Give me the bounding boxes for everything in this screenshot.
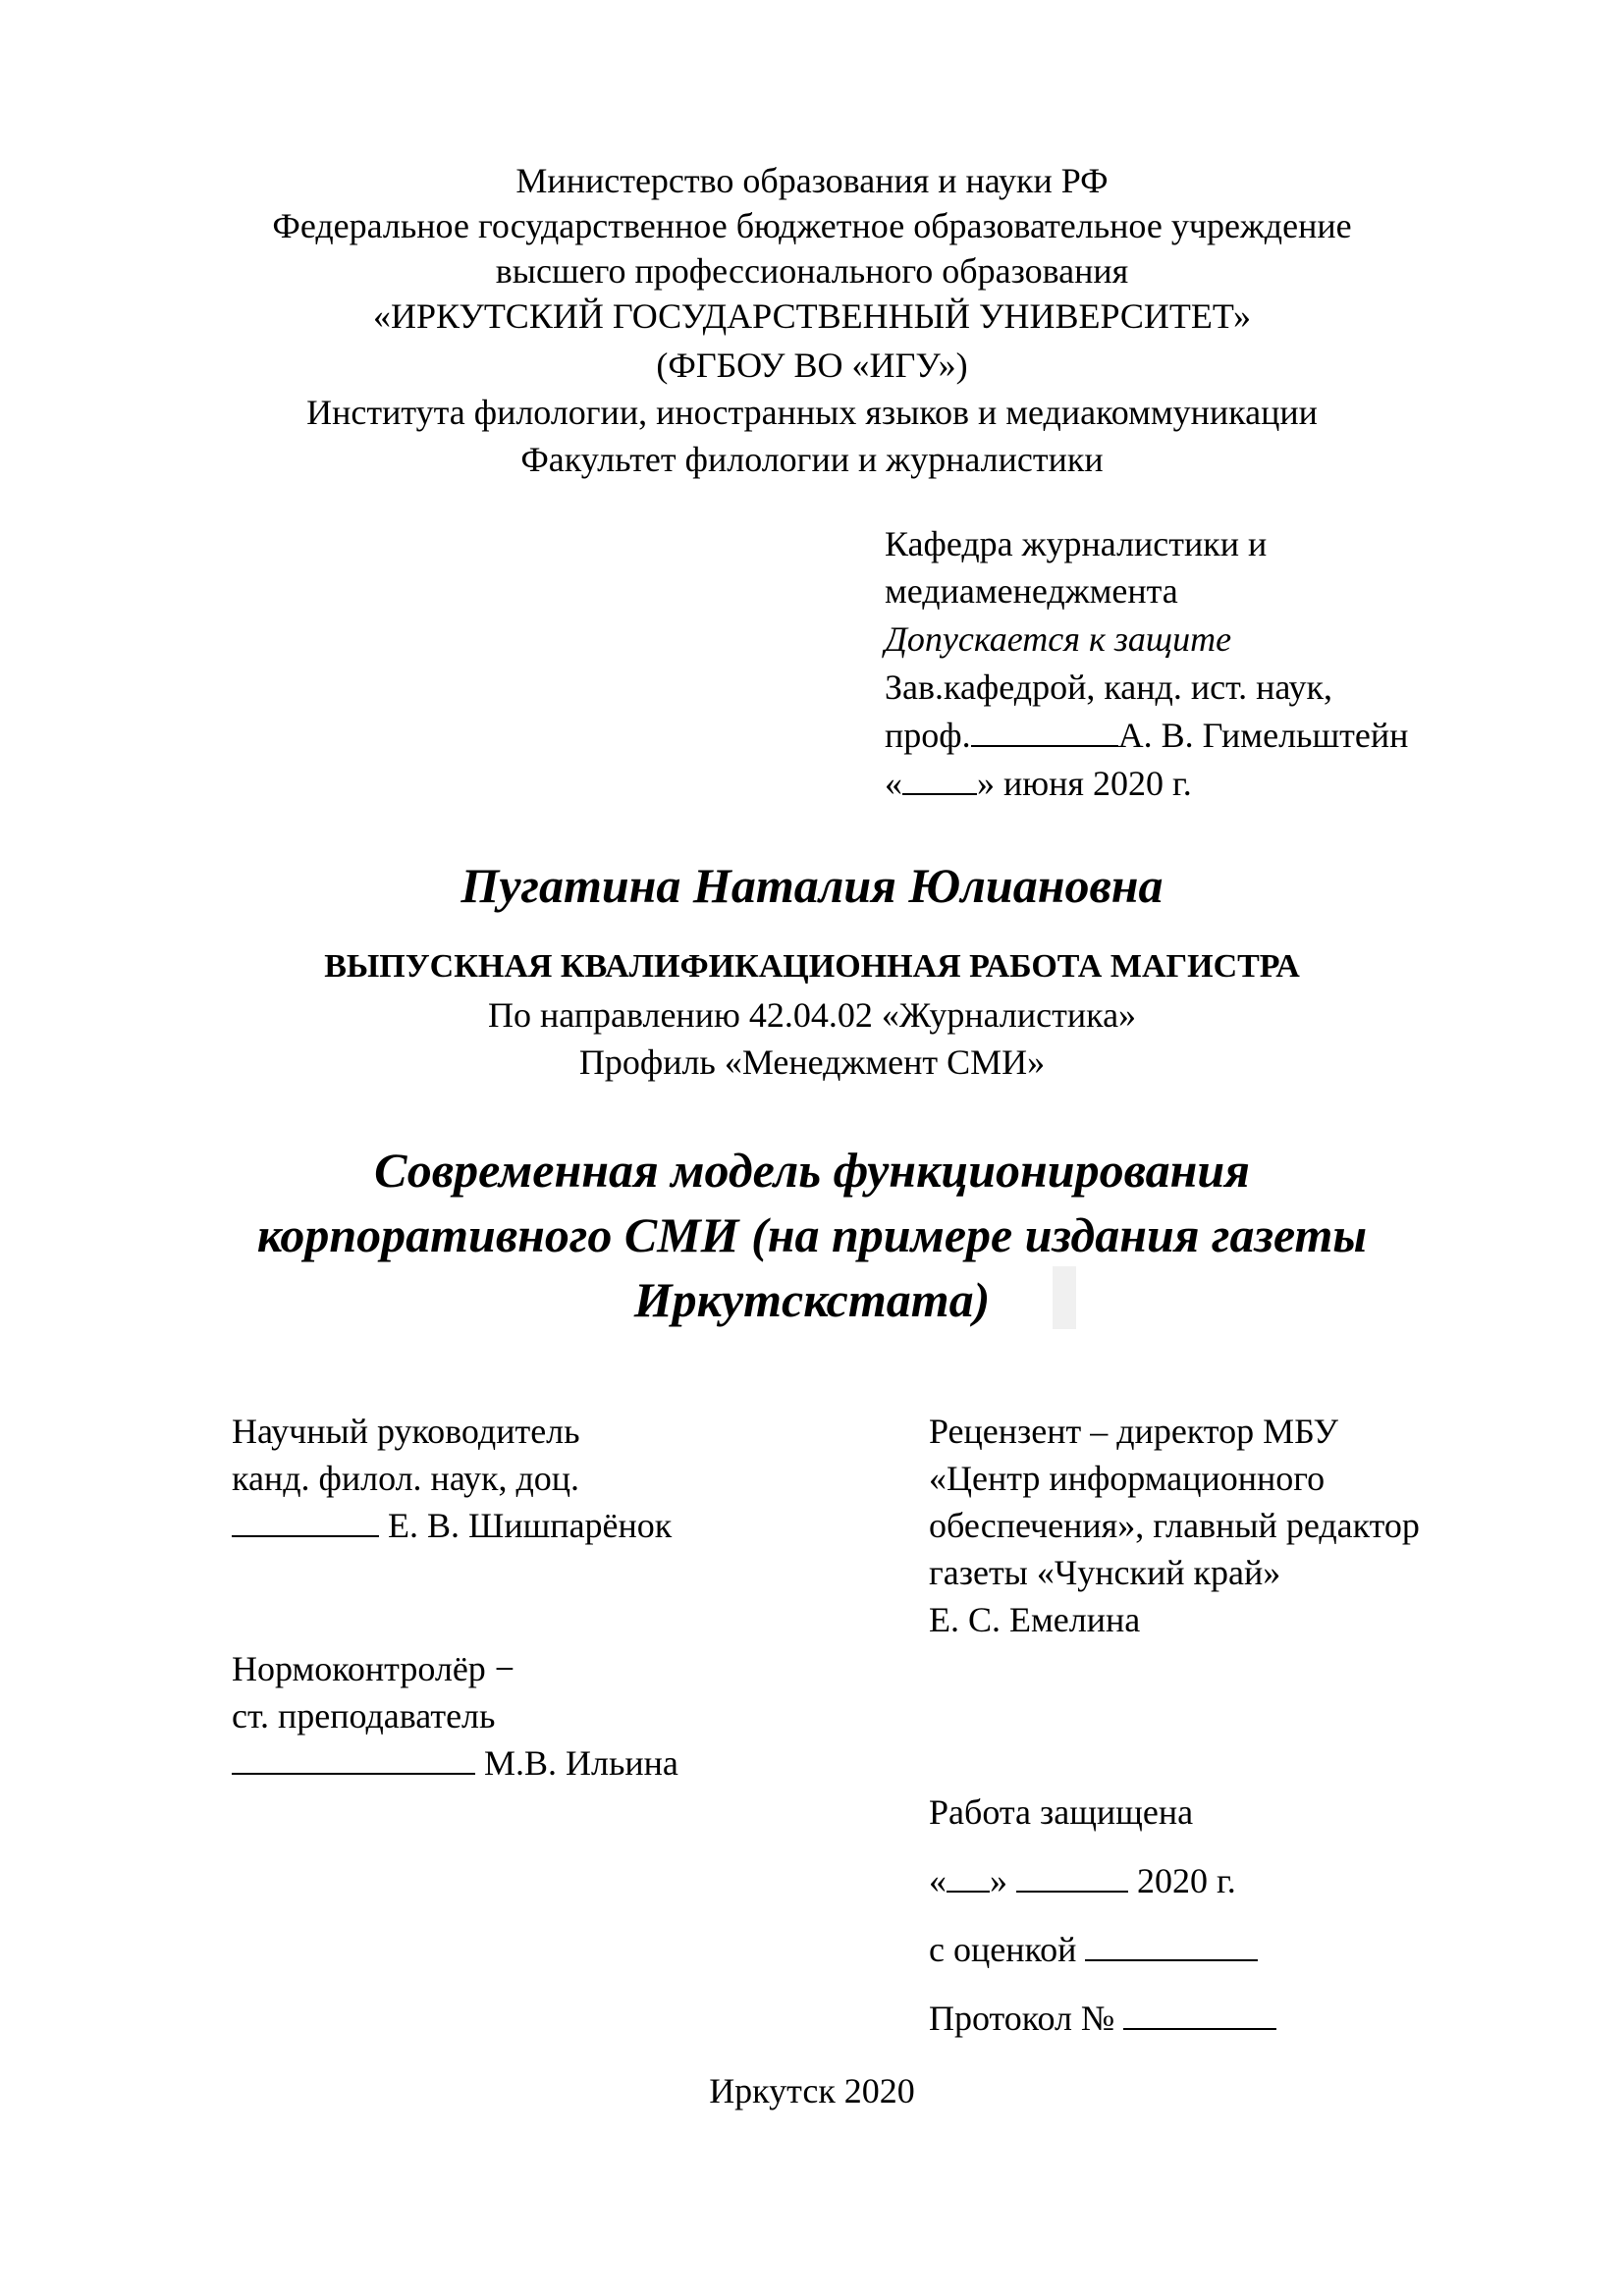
thesis-title-line2: корпоративного СМИ (на примере издания газеты [256, 1207, 1368, 1262]
grade-blank [1085, 1930, 1258, 1961]
reviewer-name: Е. С. Емелина [929, 1600, 1141, 1639]
reviewer-line3: обеспечения», главный редактор [929, 1506, 1420, 1545]
admitted-to-defense: Допускается к защите [885, 619, 1232, 659]
supervisor-signature-blank [232, 1506, 379, 1537]
reviewer-line2: «Центр информационного [929, 1459, 1326, 1498]
supervisor-signature-line [232, 1502, 672, 1549]
degree-direction: По направлению 42.04.02 «Журналистика» [487, 995, 1137, 1035]
thesis-title-line1: Современная модель функционирования [374, 1143, 1250, 1198]
supervisor-name: Е. В. Шишпарёнок [388, 1506, 673, 1545]
city-year: Иркутск 2020 [709, 2071, 915, 2110]
header-line-ministry: Министерство образования и науки РФ [515, 161, 1109, 200]
head-position: Зав.кафедрой, канд. ист. наук, [885, 667, 1333, 707]
norm-control-role: Нормоконтролёр − [232, 1649, 515, 1688]
defense-status: Работа защищена [929, 1792, 1194, 1832]
norm-control-name: М.В. Ильина [484, 1743, 678, 1783]
defense-date-line [929, 1857, 1236, 1904]
header-line-institute: Института филологии, иностранных языков и медиакоммуникации [306, 393, 1318, 432]
protocol-label: Протокол № [929, 1999, 1115, 2038]
department-line2: медиаменеджмента [885, 571, 1178, 611]
thesis-title-line3: Иркутскстата) [633, 1272, 991, 1327]
approval-date-line [885, 760, 1192, 807]
head-name: А. В. Гимельштейн [1117, 716, 1409, 755]
supervisor-degree: канд. филол. наук, доц. [232, 1459, 580, 1498]
norm-control-signature-blank [232, 1743, 475, 1775]
header-line-education-level: высшего профессионального образования [495, 251, 1129, 291]
protocol-line [929, 1995, 1276, 2042]
degree-profile: Профиль «Менеджмент СМИ» [578, 1042, 1046, 1082]
header-line-institution-type: Федеральное государственное бюджетное образовательное учреждение [272, 206, 1352, 245]
header-line-faculty: Факультет филологии и журналистики [520, 440, 1104, 479]
grade-line [929, 1926, 1258, 1973]
defense-day-blank [947, 1861, 990, 1893]
reviewer-line4: газеты «Чунский край» [929, 1553, 1281, 1592]
header-line-abbreviation: (ФГБОУ ВО «ИГУ») [656, 346, 968, 385]
defense-date-close-quote: » [990, 1861, 1007, 1900]
defense-year: 2020 г. [1137, 1861, 1236, 1900]
date-open-quote: « [885, 764, 902, 803]
defense-month-blank [1016, 1861, 1128, 1893]
grade-label: с оценкой [929, 1930, 1077, 1969]
protocol-blank [1123, 1999, 1276, 2030]
head-signature-line [885, 712, 1408, 759]
norm-control-signature-line [232, 1739, 678, 1787]
supervisor-role: Научный руководитель [232, 1412, 580, 1451]
reviewer-line1: Рецензент – директор МБУ [929, 1412, 1338, 1451]
day-blank [902, 764, 977, 795]
signature-blank [971, 716, 1118, 747]
head-prefix: проф. [885, 716, 971, 755]
date-month-year: » июня 2020 г. [977, 764, 1192, 803]
degree-type: ВЫПУСКНАЯ КВАЛИФИКАЦИОННАЯ РАБОТА МАГИСТРА [324, 948, 1300, 985]
header-line-university: «ИРКУТСКИЙ ГОСУДАРСТВЕННЫЙ УНИВЕРСИТЕТ» [373, 296, 1251, 336]
norm-control-position: ст. преподаватель [232, 1696, 496, 1735]
defense-date-open-quote: « [929, 1861, 947, 1900]
department-line1: Кафедра журналистики и [885, 524, 1268, 563]
author-name: Пугатина Наталия Юлиановна [460, 858, 1164, 913]
